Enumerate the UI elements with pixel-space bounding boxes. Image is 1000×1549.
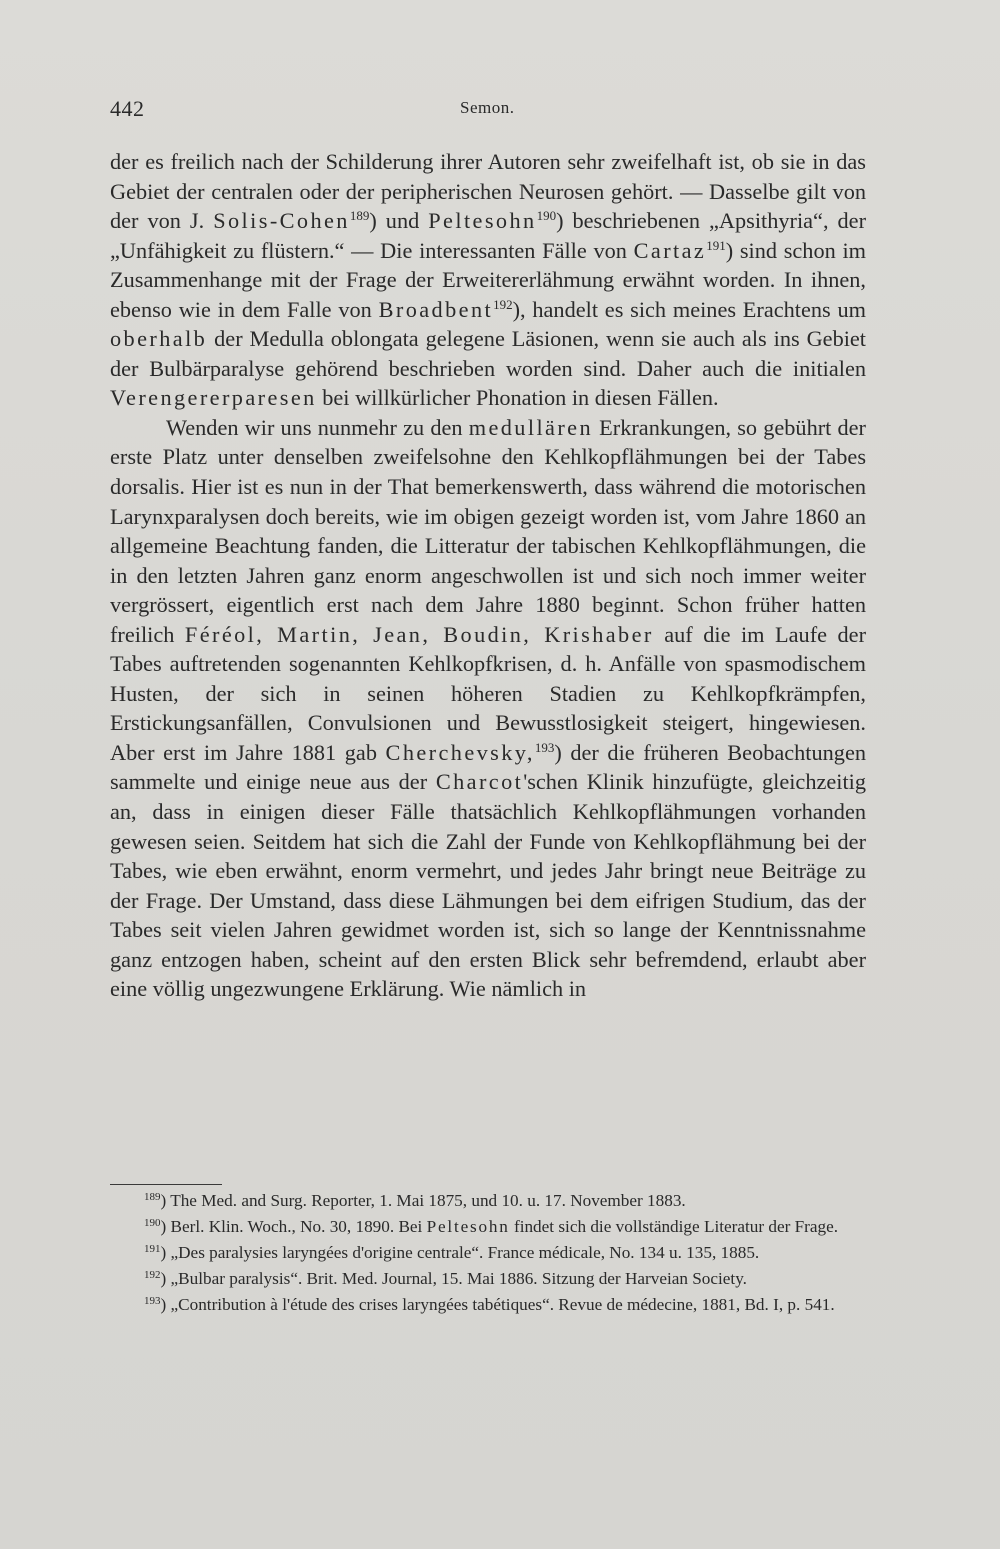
footnote-divider xyxy=(110,1184,222,1185)
text-run: Erkrankungen, so gebührt der erste Platz unter denselben zweifelsohne den Kehlkopflähmungen bei der Tabes dorsalis. Hier ist es nun in der That bemerkenswerth, dass während die motorischen Larynxparalysen doch bereits, wie im obigen gezeigt worden ist, vom Jahre 1860 an allgemeine Beachtung fanden, die Litteratur der tabischen Kehlkopflähmungen, die in den letzten Jahren ganz enorm angeschwollen ist und sich noch immer weiter vergrössert, eigentlich erst nach dem Jahre 1880 beginnt. Schon früher hatten freilich xyxy=(110,414,866,647)
footnote-ref: 191 xyxy=(706,237,726,253)
footnote-191 xyxy=(110,1242,866,1264)
emphasis: medullären xyxy=(468,414,594,440)
footnote-190 xyxy=(110,1216,866,1238)
emphasis: Verengererparesen xyxy=(110,385,317,411)
author-name: Cherchevsky, xyxy=(385,739,535,765)
author-name: Broadbent xyxy=(378,296,494,322)
author-name: Peltesohn xyxy=(428,208,537,234)
paragraph-2 xyxy=(110,413,866,1004)
author-name: Charcot xyxy=(435,769,524,795)
footnote-ref: 193 xyxy=(534,739,555,755)
author-name: Solis-Cohen xyxy=(213,208,350,234)
paragraph-1 xyxy=(110,147,866,413)
footnote-ref: 189 xyxy=(349,208,370,224)
text-run: der Medulla oblongata gelegene Läsionen, wenn sie auch als ins Gebiet der Bulbärparalyse gehörend beschrieben worden sind. Daher auch die initialen xyxy=(110,326,866,381)
text-run: ) und xyxy=(369,208,429,234)
footnotes xyxy=(110,1190,866,1320)
author-name: Cartaz xyxy=(633,237,707,263)
author-names: Féréol, Martin, Jean, Boudin, Krishaber xyxy=(184,621,654,647)
text-run: ) beschriebenen „Apsithyria“, der „Unfähigkeit zu flüstern.“ — Die interessanten Fälle von xyxy=(110,208,866,263)
footnote-number: 190 xyxy=(144,1217,161,1229)
text-run: bei willkürlicher Phonation in diesen Fällen. xyxy=(316,385,719,411)
footnote-number: 189 xyxy=(144,1191,161,1203)
emphasis: oberhalb xyxy=(110,326,208,352)
text-run: ), handelt es sich meines Erachtens um xyxy=(512,296,866,322)
footnote-ref: 190 xyxy=(536,208,557,224)
page-number: 442 xyxy=(110,96,145,121)
author-name: Peltesohn xyxy=(426,1217,510,1236)
text-run: ) sind schon im Zusammenhange mit der Frage der Erweitererlähmung erwähnt worden. In ihnen, ebenso wie in dem Falle von xyxy=(110,237,867,322)
footnote-192 xyxy=(110,1268,866,1290)
footnote-text: ) Berl. Klin. Woch., No. 30, 1890. Bei xyxy=(160,1217,427,1236)
footnote-text: ) „Des paralysies laryngées d'origine centrale“. France médicale, No. 134 u. 135, 1885. xyxy=(160,1243,760,1262)
running-head: Semon. xyxy=(460,98,515,117)
footnote-189 xyxy=(110,1190,866,1212)
footnote-number: 191 xyxy=(144,1243,161,1255)
text-run: ) der die früheren Beobachtungen sammelte und einige neue aus der xyxy=(110,739,866,795)
text-run: auf die im Laufe der Tabes auftretenden sogenannten Kehlkopfkrisen, d. h. Anfälle von spasmodischem Husten, der sich in seinen höheren Stadien zu Kehlkopfkrämpfen, Erstickungsanfällen, Convulsionen und Bewusstlosigkeit steigert, hingewiesen. Aber erst im Jahre 1881 gab xyxy=(110,621,867,765)
footnote-text: ) The Med. and Surg. Reporter, 1. Mai 1875, und 10. u. 17. November 1883. xyxy=(160,1191,686,1210)
footnote-text: ) „Contribution à l'étude des crises laryngées tabétiques“. Revue de médecine, 1881, Bd. I, p. 541. xyxy=(160,1295,835,1314)
text-run: der es freilich nach der Schilderung ihrer Autoren sehr zweifelhaft ist, ob sie in das Gebiet der centralen oder der peripherischen Neurosen gehört. — Dasselbe gilt von der von J. xyxy=(110,149,866,234)
main-text xyxy=(110,147,866,1004)
footnote-193 xyxy=(110,1294,866,1316)
footnote-ref: 192 xyxy=(493,296,513,312)
text-run: Wenden wir uns nunmehr zu den xyxy=(166,414,469,440)
footnote-number: 193 xyxy=(144,1295,161,1307)
page-header xyxy=(110,96,870,126)
footnote-text: ) „Bulbar paralysis“. Brit. Med. Journal, 15. Mai 1886. Sitzung der Harveian Society. xyxy=(160,1269,747,1288)
text-run: 'schen Klinik hinzufügte, gleichzeitig an, dass in einigen dieser Fälle thatsächlich Kehlkopflähmungen vorhanden gewesen seien. Seitdem hat sich die Zahl der Funde von Kehlkopflähmung bei der Tabes, wie eben erwähnt, enorm vermehrt, und jedes Jahr bringt neue Beiträge zu der Frage. Der Umstand, dass diese Lähmungen bei dem eifrigen Studium, das der Tabes seit vielen Jahren gewidmet worden ist, sich so lange der Kenntnissnahme ganz entzogen haben, scheint auf den ersten Blick sehr befremdend, erlaubt aber eine völlig ungezwungene Erklärung. Wie nämlich in xyxy=(110,769,866,1002)
footnote-text: findet sich die vollständige Literatur der Frage. xyxy=(509,1217,839,1236)
footnote-number: 192 xyxy=(144,1269,161,1281)
